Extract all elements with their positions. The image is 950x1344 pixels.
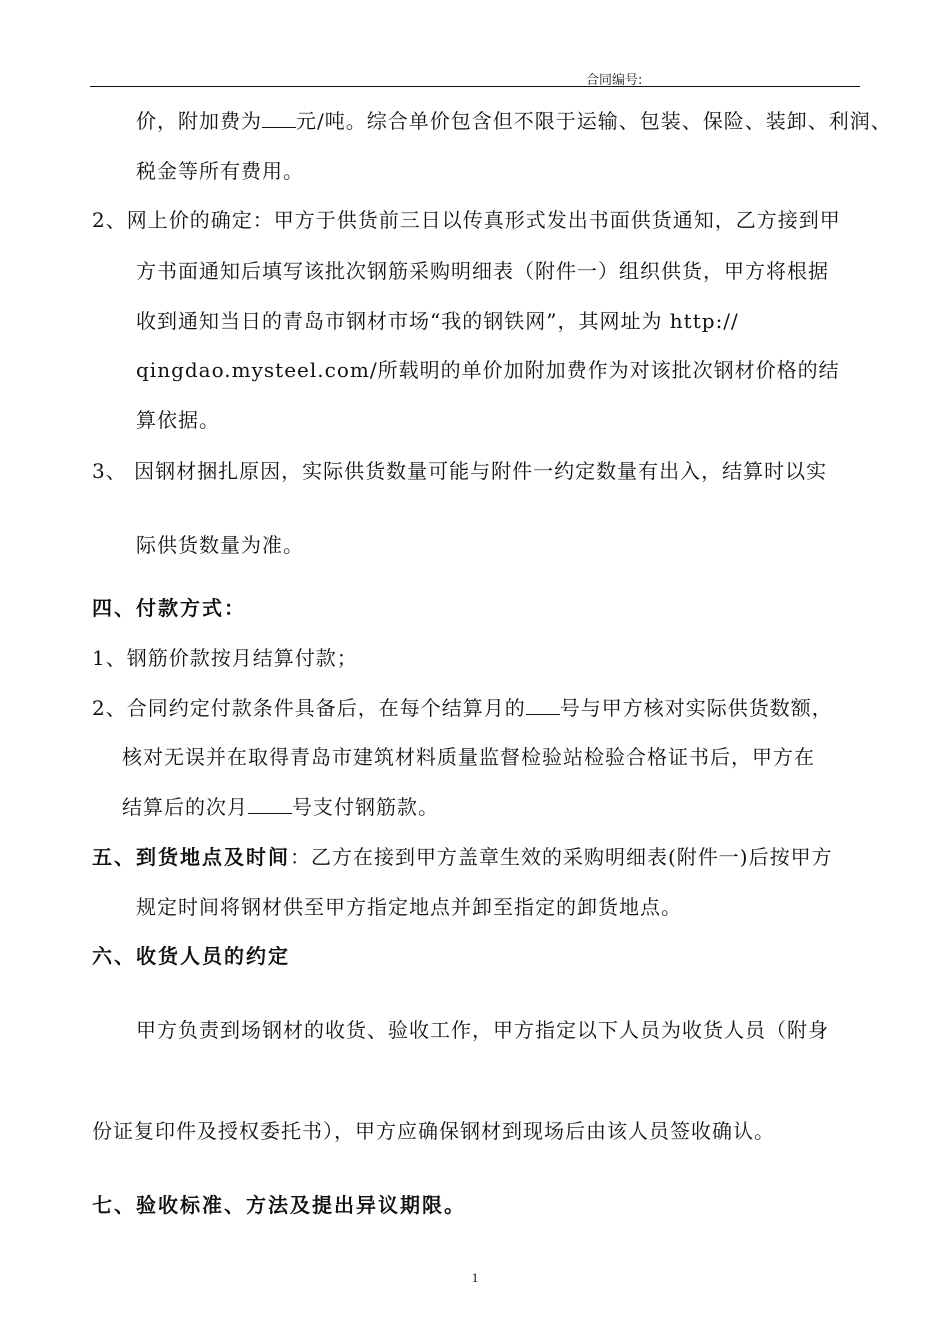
payment-text-b: 号支付钢筋款。 <box>292 795 439 819</box>
contract-number-label: 合同编号: <box>586 73 643 88</box>
header-divider <box>90 86 860 87</box>
price-continuation-line-2: 税金等所有费用。 <box>136 159 304 183</box>
item2-line-3: 收到通知当日的青岛市钢材市场“我的钢铁网”，其网址为 http:// <box>136 309 739 333</box>
section-4-item-2-line-3 <box>122 793 439 821</box>
payment-text-a: 结算后的次月 <box>122 795 248 819</box>
section-6-line-2: 份证复印件及授权委托书），甲方应确保钢材到现场后由该人员签收确认。 <box>92 1119 775 1143</box>
surcharge-blank <box>262 107 296 128</box>
item2-line-5: 算依据。 <box>136 408 220 432</box>
section-7-heading: 七、验收标准、方法及提出异议期限。 <box>92 1193 466 1217</box>
item2-line-1: 2、网上价的确定：甲方于供货前三日以传真形式发出书面供货通知，乙方接到甲 <box>92 208 841 232</box>
section-5-heading: 五、到货地点及时间 <box>92 845 290 869</box>
item2-line-4: qingdao.mysteel.com/所载明的单价加附加费作为对该批次钢材价格的结 <box>136 358 840 382</box>
settlement-text-b: 号与甲方核对实际供货数额， <box>559 696 833 720</box>
item2-line-2: 方书面通知后填写该批次钢筋采购明细表（附件一）组织供货，甲方将根据 <box>136 259 829 283</box>
settlement-day-blank <box>526 694 560 715</box>
price-continuation-line <box>136 107 892 135</box>
section-5-line-2: 规定时间将钢材供至甲方指定地点并卸至指定的卸货地点。 <box>136 895 682 919</box>
section-5-text: ：乙方在接到甲方盖章生效的采购明细表(附件一)后按甲方 <box>290 845 833 869</box>
section-4-heading: 四、付款方式： <box>92 596 246 620</box>
page-number: 1 <box>471 1270 479 1285</box>
section-5-line-1 <box>92 843 833 871</box>
section-6-line-1: 甲方负责到场钢材的收货、验收工作，甲方指定以下人员为收货人员（附身 <box>136 1018 829 1042</box>
section-4-item-1: 1、钢筋价款按月结算付款； <box>92 646 358 670</box>
price-text-a: 价，附加费为 <box>136 109 262 133</box>
section-6-heading: 六、收货人员的约定 <box>92 944 290 968</box>
payment-day-blank <box>248 793 292 814</box>
section-4-item-2-line-1 <box>92 694 833 722</box>
settlement-text-a: 2、合同约定付款条件具备后，在每个结算月的 <box>92 696 526 720</box>
price-text-b: 元/吨。综合单价包含但不限于运输、包装、保险、装卸、利润、 <box>296 109 892 133</box>
item3-line-2: 际供货数量为准。 <box>136 533 304 557</box>
section-4-item-2-line-2: 核对无误并在取得青岛市建筑材料质量监督检验站检验合格证书后，甲方在 <box>122 745 815 769</box>
item3-line-1: 3、 因钢材捆扎原因，实际供货数量可能与附件一约定数量有出入，结算时以实 <box>92 459 828 483</box>
